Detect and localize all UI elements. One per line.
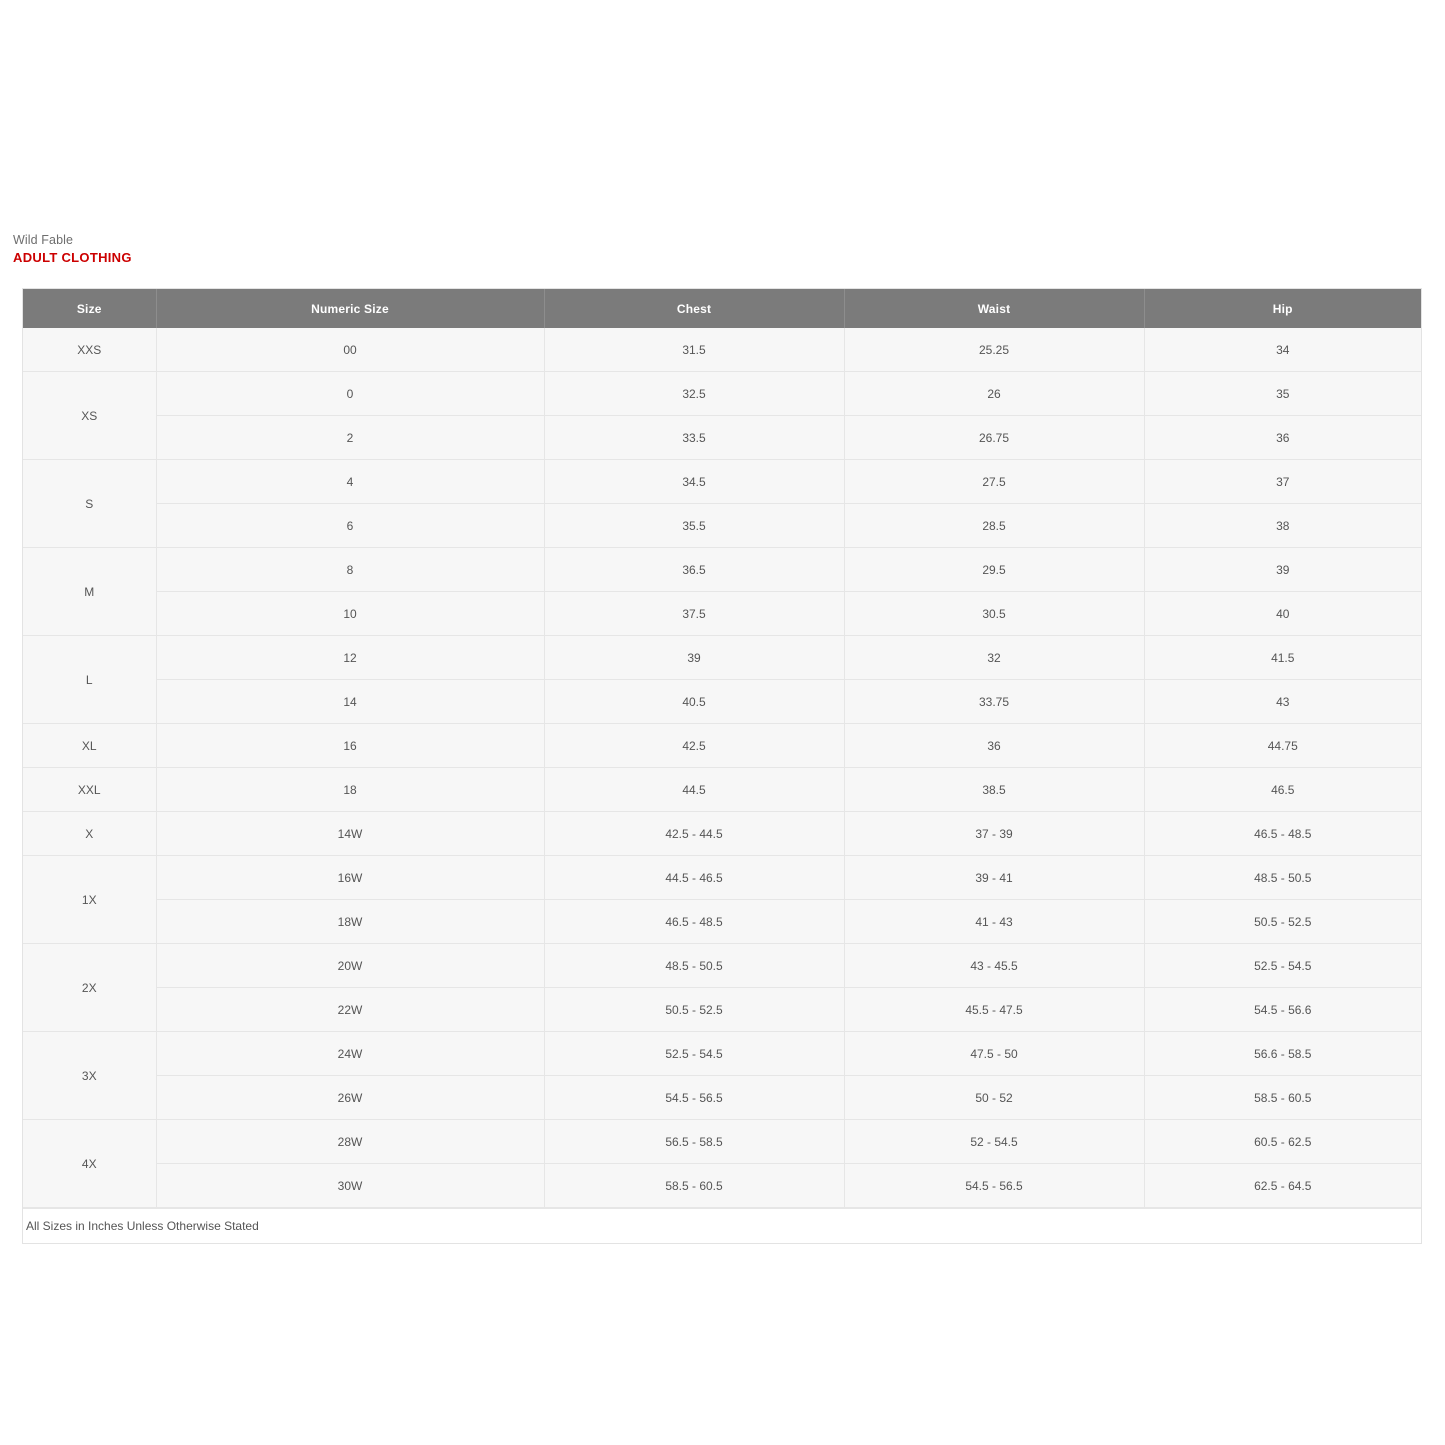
cell-size: XXL	[23, 768, 156, 812]
cell-waist: 54.5 - 56.5	[844, 1164, 1144, 1208]
cell-waist: 25.25	[844, 328, 1144, 372]
column-header-size: Size	[23, 289, 156, 328]
cell-chest: 31.5	[544, 328, 844, 372]
cell-numeric-size: 14	[156, 680, 544, 724]
cell-chest: 58.5 - 60.5	[544, 1164, 844, 1208]
cell-waist: 28.5	[844, 504, 1144, 548]
cell-hip: 39	[1144, 548, 1421, 592]
cell-chest: 40.5	[544, 680, 844, 724]
cell-numeric-size: 24W	[156, 1032, 544, 1076]
cell-chest: 39	[544, 636, 844, 680]
table-row	[23, 812, 1421, 856]
table-footnote: All Sizes in Inches Unless Otherwise Stated	[23, 1208, 1421, 1243]
cell-hip: 60.5 - 62.5	[1144, 1120, 1421, 1164]
brand-block	[13, 232, 132, 267]
cell-size: XXS	[23, 328, 156, 372]
brand-name: Wild Fable	[13, 233, 74, 247]
cell-hip: 35	[1144, 372, 1421, 416]
cell-numeric-size: 14W	[156, 812, 544, 856]
cell-numeric-size: 22W	[156, 988, 544, 1032]
cell-hip: 43	[1144, 680, 1421, 724]
cell-chest: 46.5 - 48.5	[544, 900, 844, 944]
table-row	[23, 1032, 1421, 1076]
size-chart-container	[22, 288, 1422, 1244]
table-row	[23, 900, 1421, 944]
column-header-chest: Chest	[544, 289, 844, 328]
cell-waist: 33.75	[844, 680, 1144, 724]
size-chart-table	[23, 289, 1421, 1208]
cell-chest: 35.5	[544, 504, 844, 548]
cell-waist: 29.5	[844, 548, 1144, 592]
cell-waist: 50 - 52	[844, 1076, 1144, 1120]
cell-size: 2X	[23, 944, 156, 1032]
table-row	[23, 504, 1421, 548]
cell-numeric-size: 26W	[156, 1076, 544, 1120]
table-row	[23, 1164, 1421, 1208]
cell-chest: 50.5 - 52.5	[544, 988, 844, 1032]
cell-hip: 41.5	[1144, 636, 1421, 680]
cell-hip: 56.6 - 58.5	[1144, 1032, 1421, 1076]
table-row	[23, 724, 1421, 768]
column-header-waist: Waist	[844, 289, 1144, 328]
cell-chest: 37.5	[544, 592, 844, 636]
table-header-row	[23, 289, 1421, 328]
cell-waist: 47.5 - 50	[844, 1032, 1144, 1076]
cell-numeric-size: 12	[156, 636, 544, 680]
table-row	[23, 328, 1421, 372]
table-row	[23, 460, 1421, 504]
cell-chest: 44.5 - 46.5	[544, 856, 844, 900]
cell-hip: 46.5	[1144, 768, 1421, 812]
brand-category: ADULT CLOTHING	[13, 250, 132, 265]
cell-hip: 52.5 - 54.5	[1144, 944, 1421, 988]
cell-waist: 26.75	[844, 416, 1144, 460]
cell-size: XL	[23, 724, 156, 768]
cell-waist: 27.5	[844, 460, 1144, 504]
cell-waist: 37 - 39	[844, 812, 1144, 856]
cell-size: M	[23, 548, 156, 636]
cell-hip: 38	[1144, 504, 1421, 548]
table-row	[23, 768, 1421, 812]
table-row	[23, 988, 1421, 1032]
cell-numeric-size: 16	[156, 724, 544, 768]
cell-hip: 44.75	[1144, 724, 1421, 768]
table-row	[23, 1120, 1421, 1164]
cell-numeric-size: 0	[156, 372, 544, 416]
cell-chest: 33.5	[544, 416, 844, 460]
cell-numeric-size: 30W	[156, 1164, 544, 1208]
table-row	[23, 680, 1421, 724]
cell-hip: 50.5 - 52.5	[1144, 900, 1421, 944]
cell-chest: 42.5 - 44.5	[544, 812, 844, 856]
cell-hip: 48.5 - 50.5	[1144, 856, 1421, 900]
table-row	[23, 416, 1421, 460]
cell-waist: 52 - 54.5	[844, 1120, 1144, 1164]
cell-hip: 62.5 - 64.5	[1144, 1164, 1421, 1208]
cell-waist: 38.5	[844, 768, 1144, 812]
cell-waist: 30.5	[844, 592, 1144, 636]
cell-size: 1X	[23, 856, 156, 944]
cell-size: S	[23, 460, 156, 548]
table-row	[23, 856, 1421, 900]
cell-size: 3X	[23, 1032, 156, 1120]
cell-size: 4X	[23, 1120, 156, 1208]
table-row	[23, 944, 1421, 988]
cell-chest: 52.5 - 54.5	[544, 1032, 844, 1076]
cell-size: L	[23, 636, 156, 724]
cell-waist: 45.5 - 47.5	[844, 988, 1144, 1032]
cell-size: X	[23, 812, 156, 856]
cell-waist: 26	[844, 372, 1144, 416]
column-header-hip: Hip	[1144, 289, 1421, 328]
cell-hip: 37	[1144, 460, 1421, 504]
cell-chest: 34.5	[544, 460, 844, 504]
cell-numeric-size: 20W	[156, 944, 544, 988]
table-row	[23, 592, 1421, 636]
cell-size: XS	[23, 372, 156, 460]
table-row	[23, 1076, 1421, 1120]
cell-numeric-size: 8	[156, 548, 544, 592]
cell-hip: 46.5 - 48.5	[1144, 812, 1421, 856]
cell-chest: 56.5 - 58.5	[544, 1120, 844, 1164]
cell-chest: 48.5 - 50.5	[544, 944, 844, 988]
cell-numeric-size: 10	[156, 592, 544, 636]
cell-chest: 42.5	[544, 724, 844, 768]
cell-chest: 44.5	[544, 768, 844, 812]
table-row	[23, 636, 1421, 680]
cell-numeric-size: 18W	[156, 900, 544, 944]
cell-hip: 40	[1144, 592, 1421, 636]
cell-waist: 41 - 43	[844, 900, 1144, 944]
cell-chest: 32.5	[544, 372, 844, 416]
cell-waist: 32	[844, 636, 1144, 680]
cell-waist: 36	[844, 724, 1144, 768]
cell-numeric-size: 6	[156, 504, 544, 548]
cell-waist: 43 - 45.5	[844, 944, 1144, 988]
cell-chest: 54.5 - 56.5	[544, 1076, 844, 1120]
cell-hip: 58.5 - 60.5	[1144, 1076, 1421, 1120]
table-row	[23, 548, 1421, 592]
cell-numeric-size: 18	[156, 768, 544, 812]
cell-numeric-size: 00	[156, 328, 544, 372]
cell-waist: 39 - 41	[844, 856, 1144, 900]
cell-chest: 36.5	[544, 548, 844, 592]
column-header-numeric-size: Numeric Size	[156, 289, 544, 328]
table-row	[23, 372, 1421, 416]
cell-numeric-size: 16W	[156, 856, 544, 900]
cell-hip: 54.5 - 56.6	[1144, 988, 1421, 1032]
table-body	[23, 328, 1421, 1208]
cell-hip: 34	[1144, 328, 1421, 372]
cell-numeric-size: 2	[156, 416, 544, 460]
cell-numeric-size: 4	[156, 460, 544, 504]
cell-numeric-size: 28W	[156, 1120, 544, 1164]
cell-hip: 36	[1144, 416, 1421, 460]
